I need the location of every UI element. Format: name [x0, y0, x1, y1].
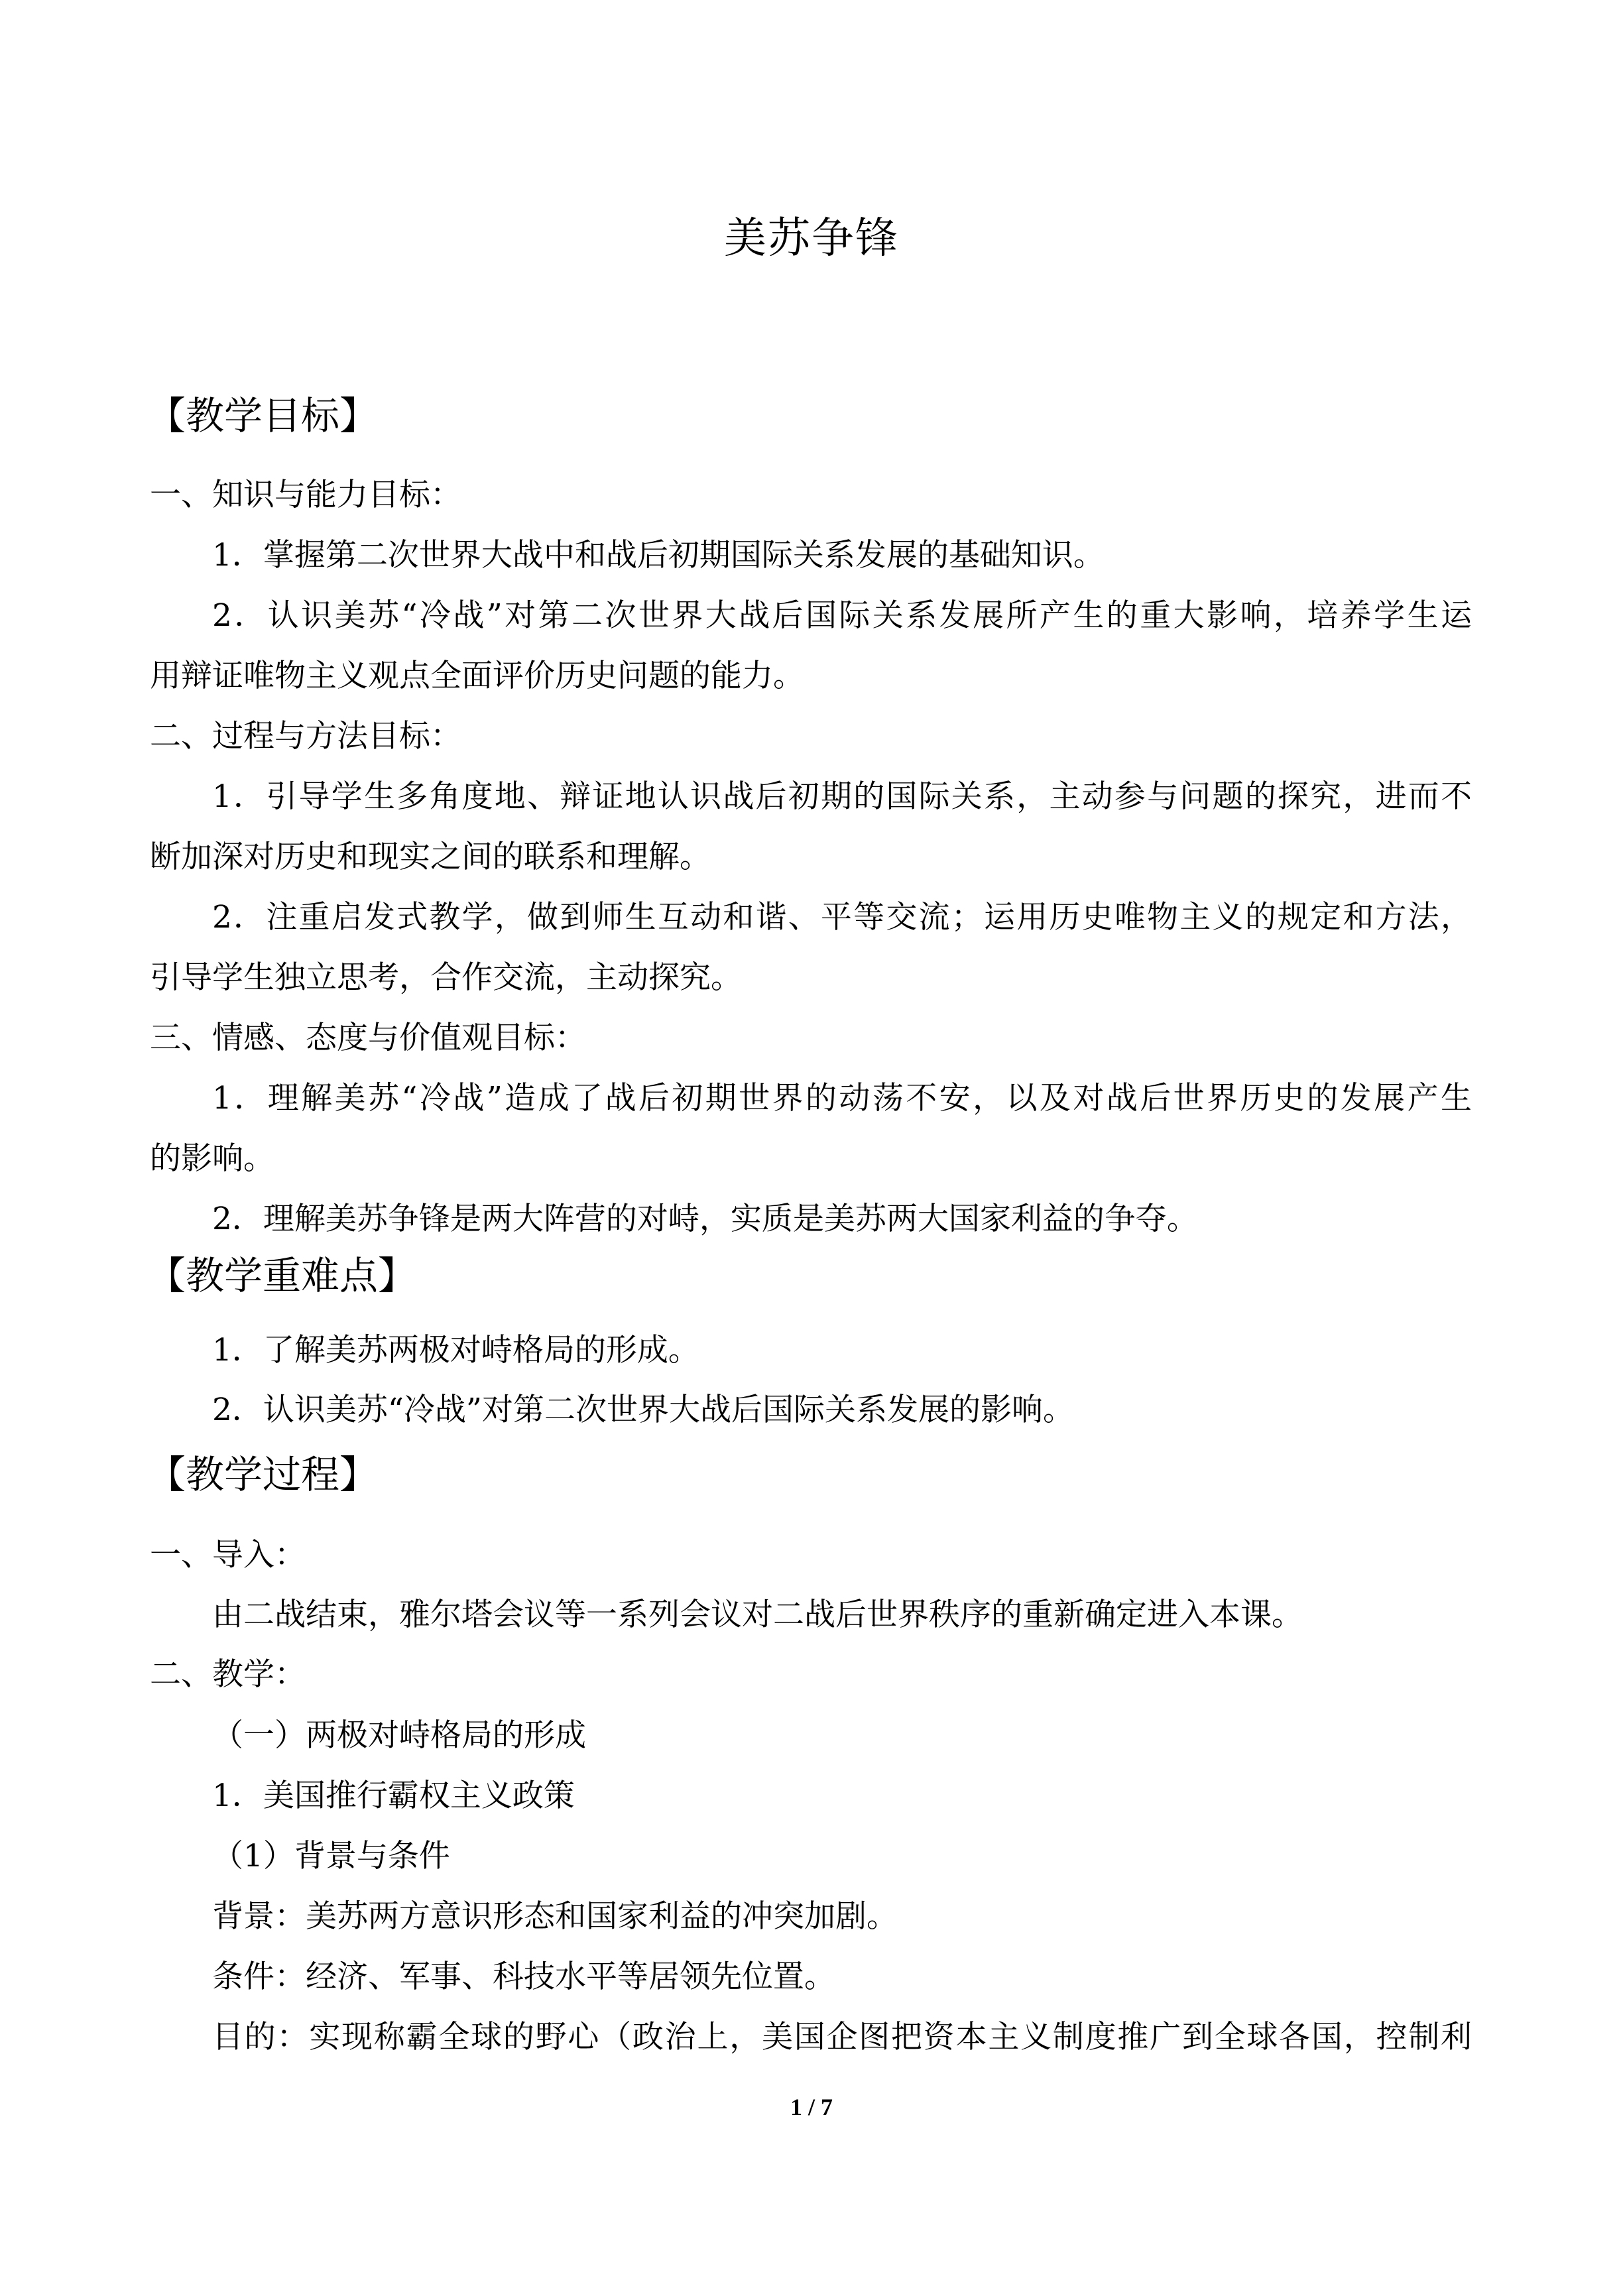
- subsection-heading: 二、教学：: [150, 1656, 306, 1693]
- paragraph-line: 1．美国推行霸权主义政策: [212, 1778, 575, 1814]
- section-heading: 【教学目标】: [147, 393, 379, 438]
- document-title: 美苏争锋: [724, 214, 899, 263]
- paragraph-line: 1．引导学生多角度地、辩证地认识战后初期的国际关系，主动参与问题的探究，进而不: [212, 778, 1472, 815]
- paragraph-line: 由二战结束，雅尔塔会议等一系列会议对二战后世界秩序的重新确定进入本课。: [212, 1597, 1303, 1633]
- subsection-heading: 二、过程与方法目标：: [150, 718, 461, 755]
- paragraph-line: 1．了解美苏两极对峙格局的形成。: [212, 1332, 699, 1368]
- paragraph-line: 2．注重启发式教学，做到师生互动和谐、平等交流；运用历史唯物主义的规定和方法，: [212, 899, 1472, 936]
- paragraph-line: （1）背景与条件: [212, 1838, 450, 1874]
- paragraph-line: 条件：经济、军事、科技水平等居领先位置。: [212, 1959, 835, 1995]
- paragraph-line: 1．掌握第二次世界大战中和战后初期国际关系发展的基础知识。: [212, 537, 1105, 574]
- subsection-heading: 三、情感、态度与价值观目标：: [150, 1020, 586, 1056]
- section-heading: 【教学重难点】: [147, 1253, 417, 1298]
- subsection-heading: 一、导入：: [150, 1537, 306, 1573]
- paragraph-line: 引导学生独立思考，合作交流，主动探究。: [150, 959, 742, 996]
- paragraph-line: 2．认识美苏“冷战”对第二次世界大战后国际关系发展所产生的重大影响，培养学生运: [212, 597, 1472, 634]
- paragraph-line: 背景：美苏两方意识形态和国家利益的冲突加剧。: [212, 1898, 898, 1935]
- paragraph-line: 1．理解美苏“冷战”造成了战后初期世界的动荡不安，以及对战后世界历史的发展产生: [212, 1080, 1472, 1117]
- paragraph-line: 的影响。: [150, 1140, 274, 1177]
- paragraph-line: 目的：实现称霸全球的野心（政治上，美国企图把资本主义制度推广到全球各国，控制利: [212, 2019, 1472, 2055]
- paragraph-line: （一）两极对峙格局的形成: [212, 1717, 586, 1754]
- subsection-heading: 一、知识与能力目标：: [150, 477, 461, 513]
- page-number: 1 / 7: [790, 2094, 833, 2120]
- section-heading: 【教学过程】: [147, 1452, 379, 1497]
- paragraph-line: 断加深对历史和现实之间的联系和理解。: [150, 839, 711, 875]
- paragraph-line: 2．理解美苏争锋是两大阵营的对峙，实质是美苏两大国家利益的争夺。: [212, 1201, 1198, 1237]
- paragraph-line: 用辩证唯物主义观点全面评价历史问题的能力。: [150, 658, 804, 694]
- paragraph-line: 2．认识美苏“冷战”对第二次世界大战后国际关系发展的影响。: [212, 1392, 1074, 1428]
